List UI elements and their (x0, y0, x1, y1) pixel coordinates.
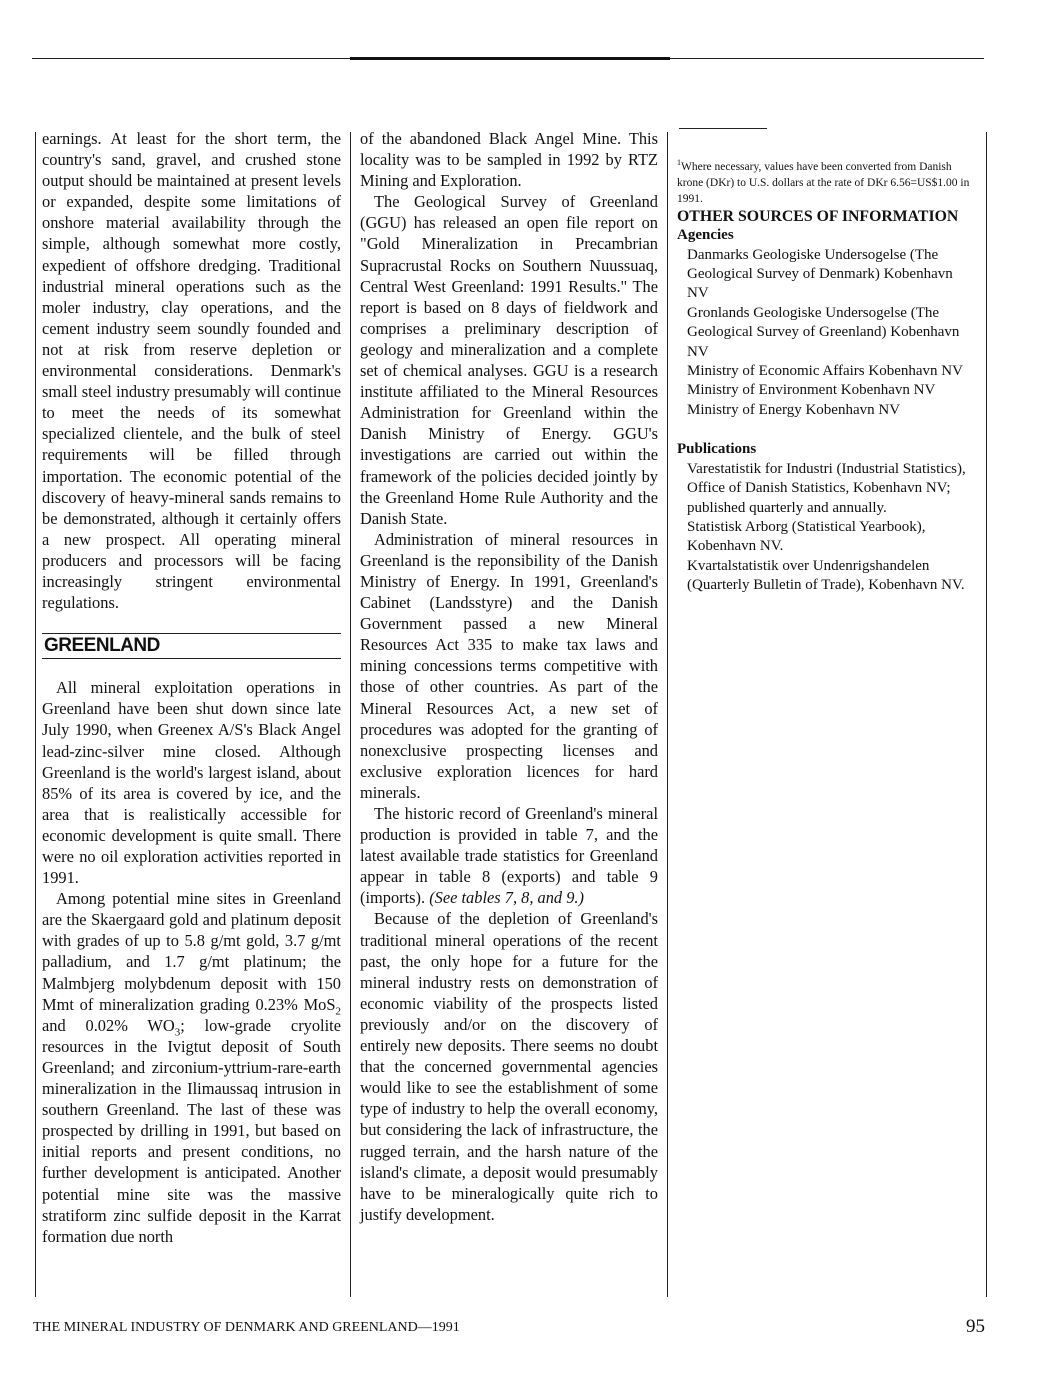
text-segment: and 0.02% WO (42, 1015, 175, 1035)
page-number: 95 (966, 1316, 985, 1337)
publications-heading: Publications (677, 441, 757, 458)
agency-entry: Ministry of Economic Affairs Kobenhavn NV (687, 363, 963, 380)
footnote-text: Where necessary, values have been converted from Danish krone (DKr) to U.S. dollars at the rate of DKr 6.56=US$1.00 in 1991. (677, 160, 970, 205)
column-rule-2 (667, 132, 668, 1297)
paragraph-black-angel: of the abandoned Black Angel Mine. This locality was to be sampled in 1992 by RTZ Mining and Exploration. (360, 129, 658, 191)
paragraph-historic-record (360, 803, 658, 908)
column-rule-1 (350, 132, 351, 1297)
column-2 (360, 128, 658, 1225)
agency-entry: Danmarks Geologiske Undersogelse (The Geological Survey of Denmark) Kobenhavn NV (687, 246, 953, 302)
column-rule-right (986, 132, 987, 1297)
footnote-mark: 1 (677, 158, 681, 167)
publication-entry: Varestatistik for Industri (Industrial Statistics), Office of Danish Statistics, Kobenhavn NV; published quarterly and annually. (687, 460, 966, 516)
spacer (677, 420, 977, 440)
table-reference: (See tables 7, 8, and 9.) (429, 888, 584, 908)
agency-entry: Ministry of Environment Kobenhavn NV (687, 382, 936, 399)
text-segment: ; low-grade cryolite resources in the Ivigtut deposit of South Greenland; and zirconium-yttrium-rare-earth mineralization in the Ilimaussaq intrusion in southern Greenland. The last of these was prospected by drilling in 1991, but based on initial reports and present conditions, no further development is anticipated. Another potential mine site was the massive stratiform zinc sulfide deposit in the Karrat formation due north (42, 1015, 341, 1246)
paragraph-potential-mine-sites (42, 888, 341, 1247)
footnote (677, 155, 977, 207)
subscript: 3 (174, 1026, 181, 1039)
text-segment: The historic record of Greenland's mineral production is provided in table 7, and the latest available trade statistics for Greenland appear in table 8 (exports) and table 9 (imports). (360, 804, 658, 908)
text-segment: Among potential mine sites in Greenland are the Skaergaard gold and platinum deposit with grades of up to 5.8 g/mt gold, 3.7 g/mt palladium, and 1.7 g/mt platinum; the Malmbjerg molybdenum deposit with 150 Mmt of mineralization grading 0.23% MoS (42, 889, 341, 1014)
running-footer: THE MINERAL INDUSTRY OF DENMARK AND GREENLAND—1991 (33, 1320, 460, 1335)
publication-entry: Kvartalstatistik over Undenrigshandelen (Quarterly Bulletin of Trade), Kobenhavn NV. (687, 557, 965, 594)
column-1 (42, 128, 341, 1247)
agency-entry: Ministry of Energy Kobenhavn NV (687, 401, 901, 418)
other-sources-heading: OTHER SOURCES OF INFORMATION (677, 207, 959, 225)
column-3 (677, 128, 977, 596)
agency-entry: Gronlands Geologiske Undersogelse (The Geological Survey of Greenland) Kobenhavn NV (687, 304, 960, 360)
top-rule-accent (350, 57, 670, 60)
paragraph-ggu-report: The Geological Survey of Greenland (GGU) has released an open file report on "Gold Mineralization in Precambrian Supracrustal Rocks on Southern Nuussuaq, Central West Greenland: 1991 Results." The report is based on 8 days of fieldwork and comprises a preliminary description of geology and mineralization and a complete set of chemical analyses. GGU is a research institute affiliated to the Mineral Resources Administration for Greenland within the Danish Ministry of Energy. GGU's investigations are carried out within the framework of the policies decided jointly by the Greenland Home Rule Authority and the Danish State. (360, 192, 658, 528)
paragraph-administration: Administration of mineral resources in Greenland is the reponsibility of the Danish Ministry of Energy. In 1991, Greenland's Cabinet (Landsstyre) and the Danish Government passed a new Mineral Resources Act 335 to make tax laws and mining concessions terms competitive with those of other countries. As part of the Mineral Resources Act, a new set of procedures was adopted for the granting of nonexclusive prospecting licenses and exclusive exploration licences for hard minerals. (360, 529, 658, 802)
footnote-rule (679, 128, 767, 129)
section-heading-greenland: GREENLAND (44, 635, 160, 657)
publication-entry: Statistisk Arborg (Statistical Yearbook), Kobenhavn NV. (687, 518, 926, 555)
subscript: 2 (335, 1004, 341, 1017)
column-rule-left (35, 132, 36, 1297)
paragraph-denmark-outlook: earnings. At least for the short term, the country's sand, gravel, and crushed stone output should be maintained at present levels or expanded, despite some limitations of onshore material availability through the simple, although somewhat more costly, expedient of offshore dredging. Traditional industrial mineral operations such as the moler industry, clay operations, and the cement industry seem soundly founded and not at risk from reserve depletion or environmental considerations. Denmark's small steel industry presumably will continue to meet the needs of its somewhat specialized clientele, and the bulk of steel requirements will be filled through importation. The economic potential of the discovery of heavy-mineral sands remains to be demonstrated, although it certainly offers a new prospect. All operating mineral producers and processors will be facing increasingly stringent environmental regulations. (42, 129, 341, 613)
section-heading-box (42, 633, 341, 659)
agencies-heading: Agencies (677, 227, 734, 244)
paragraph-greenland-shutdown: All mineral exploitation operations in Greenland have been shut down since late July 1990, when Greenex A/S's Black Angel lead-zinc-silver mine closed. Although Greenland is the world's largest island, about 85% of its area is covered by ice, and the area that is realistically accessible for economic development is quite small. There were no oil exploration activities reported in 1991. (42, 678, 341, 888)
paragraph-outlook-greenland: Because of the depletion of Greenland's traditional mineral operations of the recent past, the only hope for a future for the mineral industry rests on demonstration of economic viability of the prospects listed previously and/or on the discovery of entirely new deposits. There seems no doubt that the concerned governmental agencies would like to see the establishment of some type of industry to help the overall economy, but considering the lack of infrastructure, the rugged terrain, and the harsh nature of the island's climate, a deposit would presumably have to be mineralogically quite rich to justify development. (360, 909, 658, 1224)
